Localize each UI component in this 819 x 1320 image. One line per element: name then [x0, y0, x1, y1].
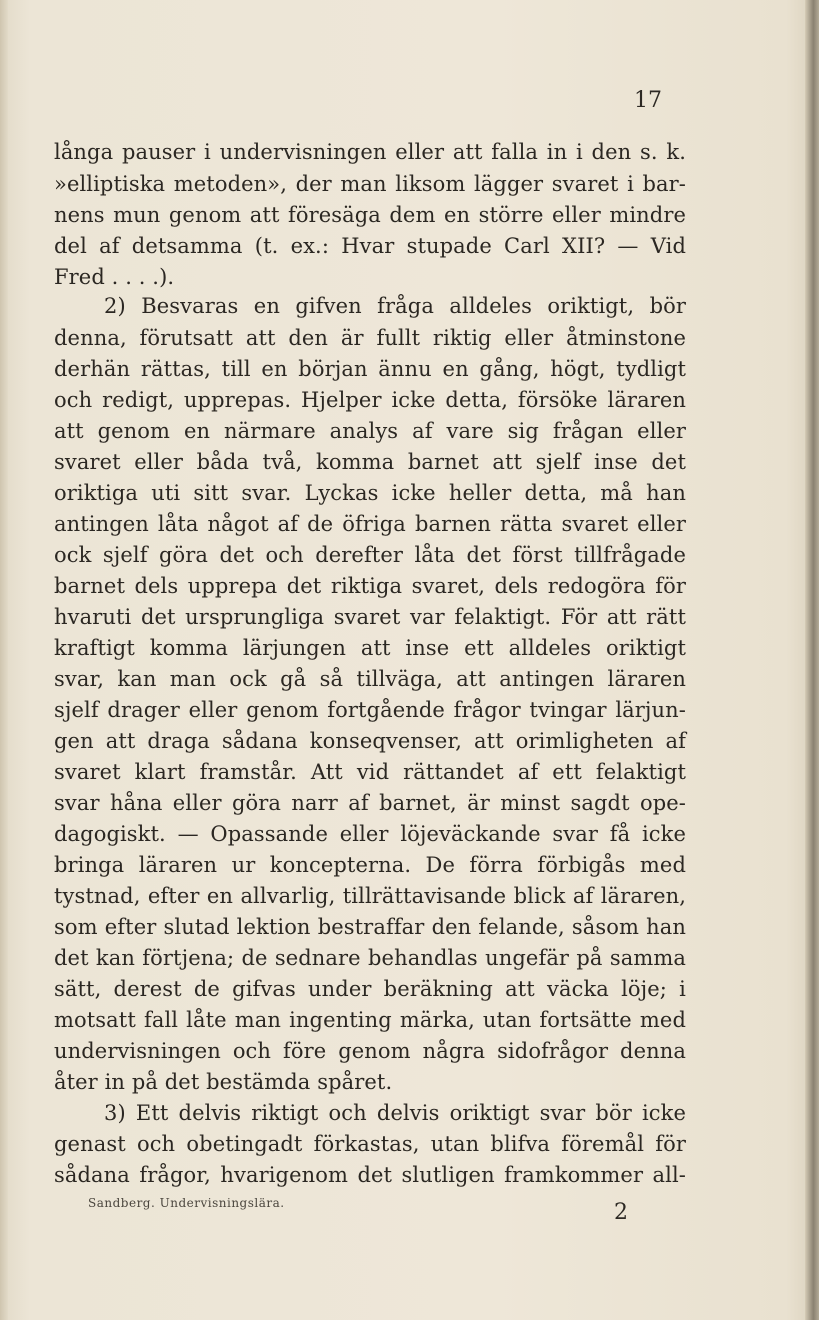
- text-line: motsatt fall låte man ingenting märka, utan fortsätte med: [54, 1008, 686, 1032]
- text-line: nens mun genom att föresäga dem en större eller mindre: [54, 203, 686, 227]
- text-line: som efter slutad lektion bestraffar den felande, såsom han: [54, 915, 686, 939]
- text-line: barnet dels upprepa det riktiga svaret, dels redogöra för: [54, 574, 686, 598]
- text-line: dagogiskt. — Opassande eller löjeväckande svar få icke: [54, 822, 686, 846]
- text-line: 2) Besvaras en gifven fråga alldeles oriktigt, bör: [104, 294, 686, 318]
- text-line: svaret klart framstår. Att vid rättandet af ett felaktigt: [54, 760, 686, 784]
- text-line: det kan förtjena; de sednare behandlas ungefär på samma: [54, 946, 686, 970]
- text-line: derhän rättas, till en början ännu en gång, högt, tydligt: [54, 357, 686, 381]
- text-line: »elliptiska metoden», der man liksom lägger svaret i bar-: [54, 172, 686, 196]
- text-line: svar håna eller göra narr af barnet, är minst sagdt ope-: [54, 791, 686, 815]
- text-line: tystnad, efter en allvarlig, tillrättavisande blick af läraren,: [54, 884, 686, 908]
- text-line: svar, kan man ock gå så tillväga, att antingen läraren: [54, 667, 686, 691]
- footer-book-title: Sandberg. Undervisningslära.: [88, 1196, 285, 1210]
- text-line: hvaruti det ursprungliga svaret var felaktigt. För att rätt: [54, 605, 686, 629]
- page-number: 17: [634, 88, 662, 113]
- text-line: att genom en närmare analys af vare sig frågan eller: [54, 419, 686, 443]
- signature-mark: 2: [614, 1200, 628, 1225]
- text-line: sådana frågor, hvarigenom det slutligen framkommer all-: [54, 1163, 686, 1187]
- text-line: del af detsamma (t. ex.: Hvar stupade Carl XII? — Vid: [54, 234, 686, 258]
- text-line: denna, förutsatt att den är fullt riktig eller åtminstone: [54, 326, 686, 350]
- text-line: undervisningen och före genom några sidofrågor denna: [54, 1039, 686, 1063]
- text-line: gen att draga sådana konseqvenser, att orimligheten af: [54, 729, 686, 753]
- text-line: åter in på det bestämda spåret.: [54, 1070, 393, 1094]
- text-line: bringa läraren ur koncepterna. De förra förbigås med: [54, 853, 686, 877]
- text-line: antingen låta något af de öfriga barnen rätta svaret eller: [54, 512, 686, 536]
- text-line: och redigt, upprepas. Hjelper icke detta, försöke läraren: [54, 388, 686, 412]
- text-line: genast och obetingadt förkastas, utan blifva föremål för: [54, 1132, 686, 1156]
- text-line: sjelf drager eller genom fortgående frågor tvingar lärjun-: [54, 698, 686, 722]
- text-line: oriktiga uti sitt svar. Lyckas icke heller detta, må han: [54, 481, 686, 505]
- text-line: sätt, derest de gifvas under beräkning att väcka löje; i: [54, 977, 686, 1001]
- text-line: långa pauser i undervisningen eller att falla in i den s. k.: [54, 140, 686, 164]
- text-line: 3) Ett delvis riktigt och delvis oriktigt svar bör icke: [104, 1101, 686, 1125]
- text-line: kraftigt komma lärjungen att inse ett alldeles oriktigt: [54, 636, 686, 660]
- text-line: svaret eller båda två, komma barnet att sjelf inse det: [54, 450, 686, 474]
- page-left-edge: [0, 0, 8, 1320]
- text-line: ock sjelf göra det och derefter låta det först tillfrågade: [54, 543, 686, 567]
- page-right-edge: [805, 0, 819, 1320]
- text-line: Fred . . . .).: [54, 265, 175, 289]
